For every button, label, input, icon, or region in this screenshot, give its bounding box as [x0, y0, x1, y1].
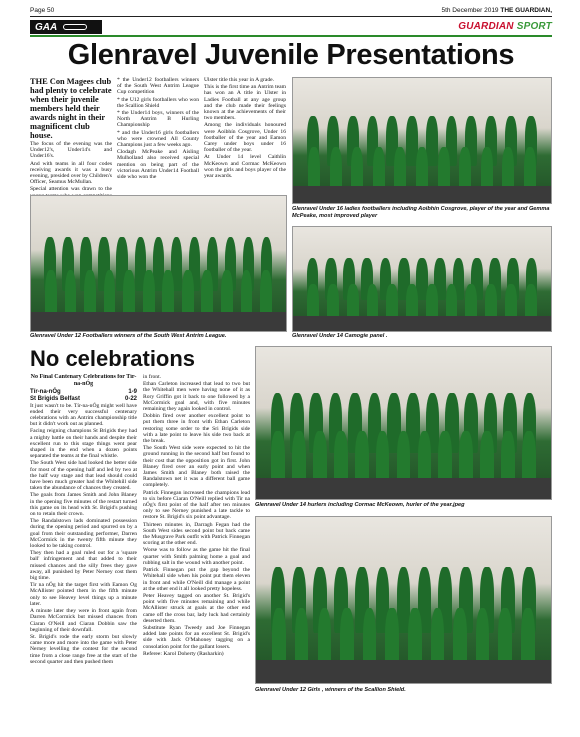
score-line-2: St Brigids Belfast 0-22 — [30, 395, 137, 402]
page-number: Page 50 — [30, 6, 55, 14]
story2-column-1: No Final Cantenary Celebrations for Tír-na-nÓg Tír-na-nÓg 1-9 St Brigids Belfast 0-22 It just wasn't to be. Tír-na-nÓg might well have ended their very successful centenary celebrations with an Antrim championship title but it didn't work out as planned. Facing reigning champions St Brigids they had a mighty battle on their hands and despite their excellent run to this stage things went pear shaped in the end when a dozen points separated the teams at the final whistle. The South West side had looked the better side for most of the opening half and led by two at the half way stage and that lead should could have been much greater had the Whitehill side taken the abundance of chances they created. The goals from James Smith and John Blaney in the opening five minutes of the restart turned this game on its head with St. Brigid's pushing on to retain their crown. The Randalstown lads dominated possession during the opening period and spurred on by a goal from their outstanding performer, Darren McCormick in the twenty fifth minute they looked to be taking control. They then had a goal ruled out for a 'square ball' infringement and that added to their missed chances and the silly frees they gave away, all punished by Peter Nerney cost them big time. Tir na nÓg hit the target first with Eamon Og McAllister pointed them in the fifth minute only to see Heavey level things up a minute later. A minute later they were in front again from Darren McCormick but missed chances from Ciaran O'Neill and Ciaran Dobbin saw the beginning of their downfall. St. Brigid's rode the early storm but slowly came more and more into the game with Peter Nerney levelling the contest for the second time from a close range free at the start of the second quarter and then pushed them — [30, 374, 137, 665]
photo-u12-girls — [255, 516, 552, 684]
caption-u12-girls: Glenravel Under 12 Girls , winners of the Scallion Shield. — [255, 687, 406, 693]
story1-column-3: Ulster title this year in A grade. This is the first time an Antrim team has won an A title in Ulster in Ladies Football at any age group and the club made their feelings known at the achievements of their two members. Among the individuals honoured were Aoibhín Cosgrove, Under 16 footballer of the year and Eamon Carey under boys under 16 footballer of the year. At Under 14 level Caithlín McKeown and Cormac McKeown won the girls and boys player of the year awards. — [204, 77, 286, 180]
story2-headline: No celebrations — [30, 346, 196, 371]
hurl-icon — [63, 24, 87, 30]
gaa-logo: GAA — [30, 20, 102, 34]
section-rule — [30, 35, 552, 37]
guardian-sport-logo: GUARDIAN SPORT — [458, 21, 552, 32]
caption-u14-camogie: Glenravel Under 14 Camogie panel . — [292, 333, 388, 339]
photo-u12-footballers — [30, 195, 287, 332]
story2-column-2: in front. Ethan Carleton increased that lead to two but the Whitehall men were having none of it as Rory Griffin got it back to one followed by a McCormick goal and, with five minutes remaining they again looked in control. Dobbin fired over another excellent point to put them three in front with Ethan Carleton restoring some order to the Sri Brigids side with a late point to leave his side two back at the break. The South West side were expected to hit the ground running in the second half but found to their cost that the opposition got in first. John Blaney fired over an early point and when James Smith and Blaney both raised the Randalstown net it was a different ball game completely. Patrick Finnegan increased the champions lead to six before Ciaran O'Neill replied with Tir na nÓg's first point of the half after ten minutes only to see Nerney punished a late tackle to restore St. Brigid's six point advantage. Thirteen minutes in, Darragh Fegan had the South West sides second point but back came the Musgrave Park outfit with Patrick Finnegan scoring at the other end. Worse was to follow as the game hit the final quarter with Smith palming home a goal and rubbing salt in the wound with another point. Patrick Finnegan put the gap beyond the Whitehall side when his point put them eleven in front and while O'Neill did manage a point at the other end it all looked pretty hopeless. Peter Heavey tagged on another St. Brigid's point with five minutes remaining and while McAllister struck at goals at the other end came off the cross bar, lady luck had certainly deserted them. Substitute Ryan Tweedy and Joe Finnegan added late points for an excellent St. Brigid's side with Jack O'Mahoney tagging on a consolation point for the gallant losers. Referee: Karol Doherty (Rasharkin) — [143, 374, 250, 657]
story1-column-2: * the Under12 footballers winners of the South West Antrim League Cup competition * the U12 girls footballers who won the Scallion Shield * the Under14 boys, winners of the North Antrim B Hurling Championship * and the Under16 girls footballers who were crowned All County Champions just a few weeks ago. Clodagh McPeake and Aisling Mulholland also received special mention on being part of the victorious Antrim Under14 Football side who won the — [117, 77, 199, 181]
story1-column-1: THE Con Magees club had plenty to celebrate when their juvenile members held their awards night in their magnificent club house. The focus of the evening was the Under12's, Under14's and Under16's. And with teams in all four codes receiving awards it was a busy evening, presided over by Children's Officer, Seamus McMullan. Special attention was drawn to the — [30, 77, 112, 193]
issue-date: 5th December 2019 THE GUARDIAN, — [441, 6, 552, 14]
photo-u14-camogie — [292, 226, 552, 332]
caption-u14-hurlers: Glenravel Under 14 hurlers including Cormac McKeown, hurler of the year.jpeg — [255, 502, 465, 508]
caption-u12: Glenravel Under 12 Footballers winners of the South West Antrim League. — [30, 333, 227, 339]
photo-u14-hurlers — [255, 346, 552, 500]
photo-u16-ladies — [292, 77, 552, 204]
header-rule — [30, 16, 552, 17]
caption-u16: Glenravel Under 16 ladies footballers including Aoibhín Cosgrove, player of the year and Gemma McPeake, most improved player — [292, 206, 550, 219]
page-header — [30, 4, 552, 16]
headline: Glenravel Juvenile Presentations — [67, 39, 515, 71]
score-line-1: Tír-na-nÓg 1-9 — [30, 388, 137, 395]
